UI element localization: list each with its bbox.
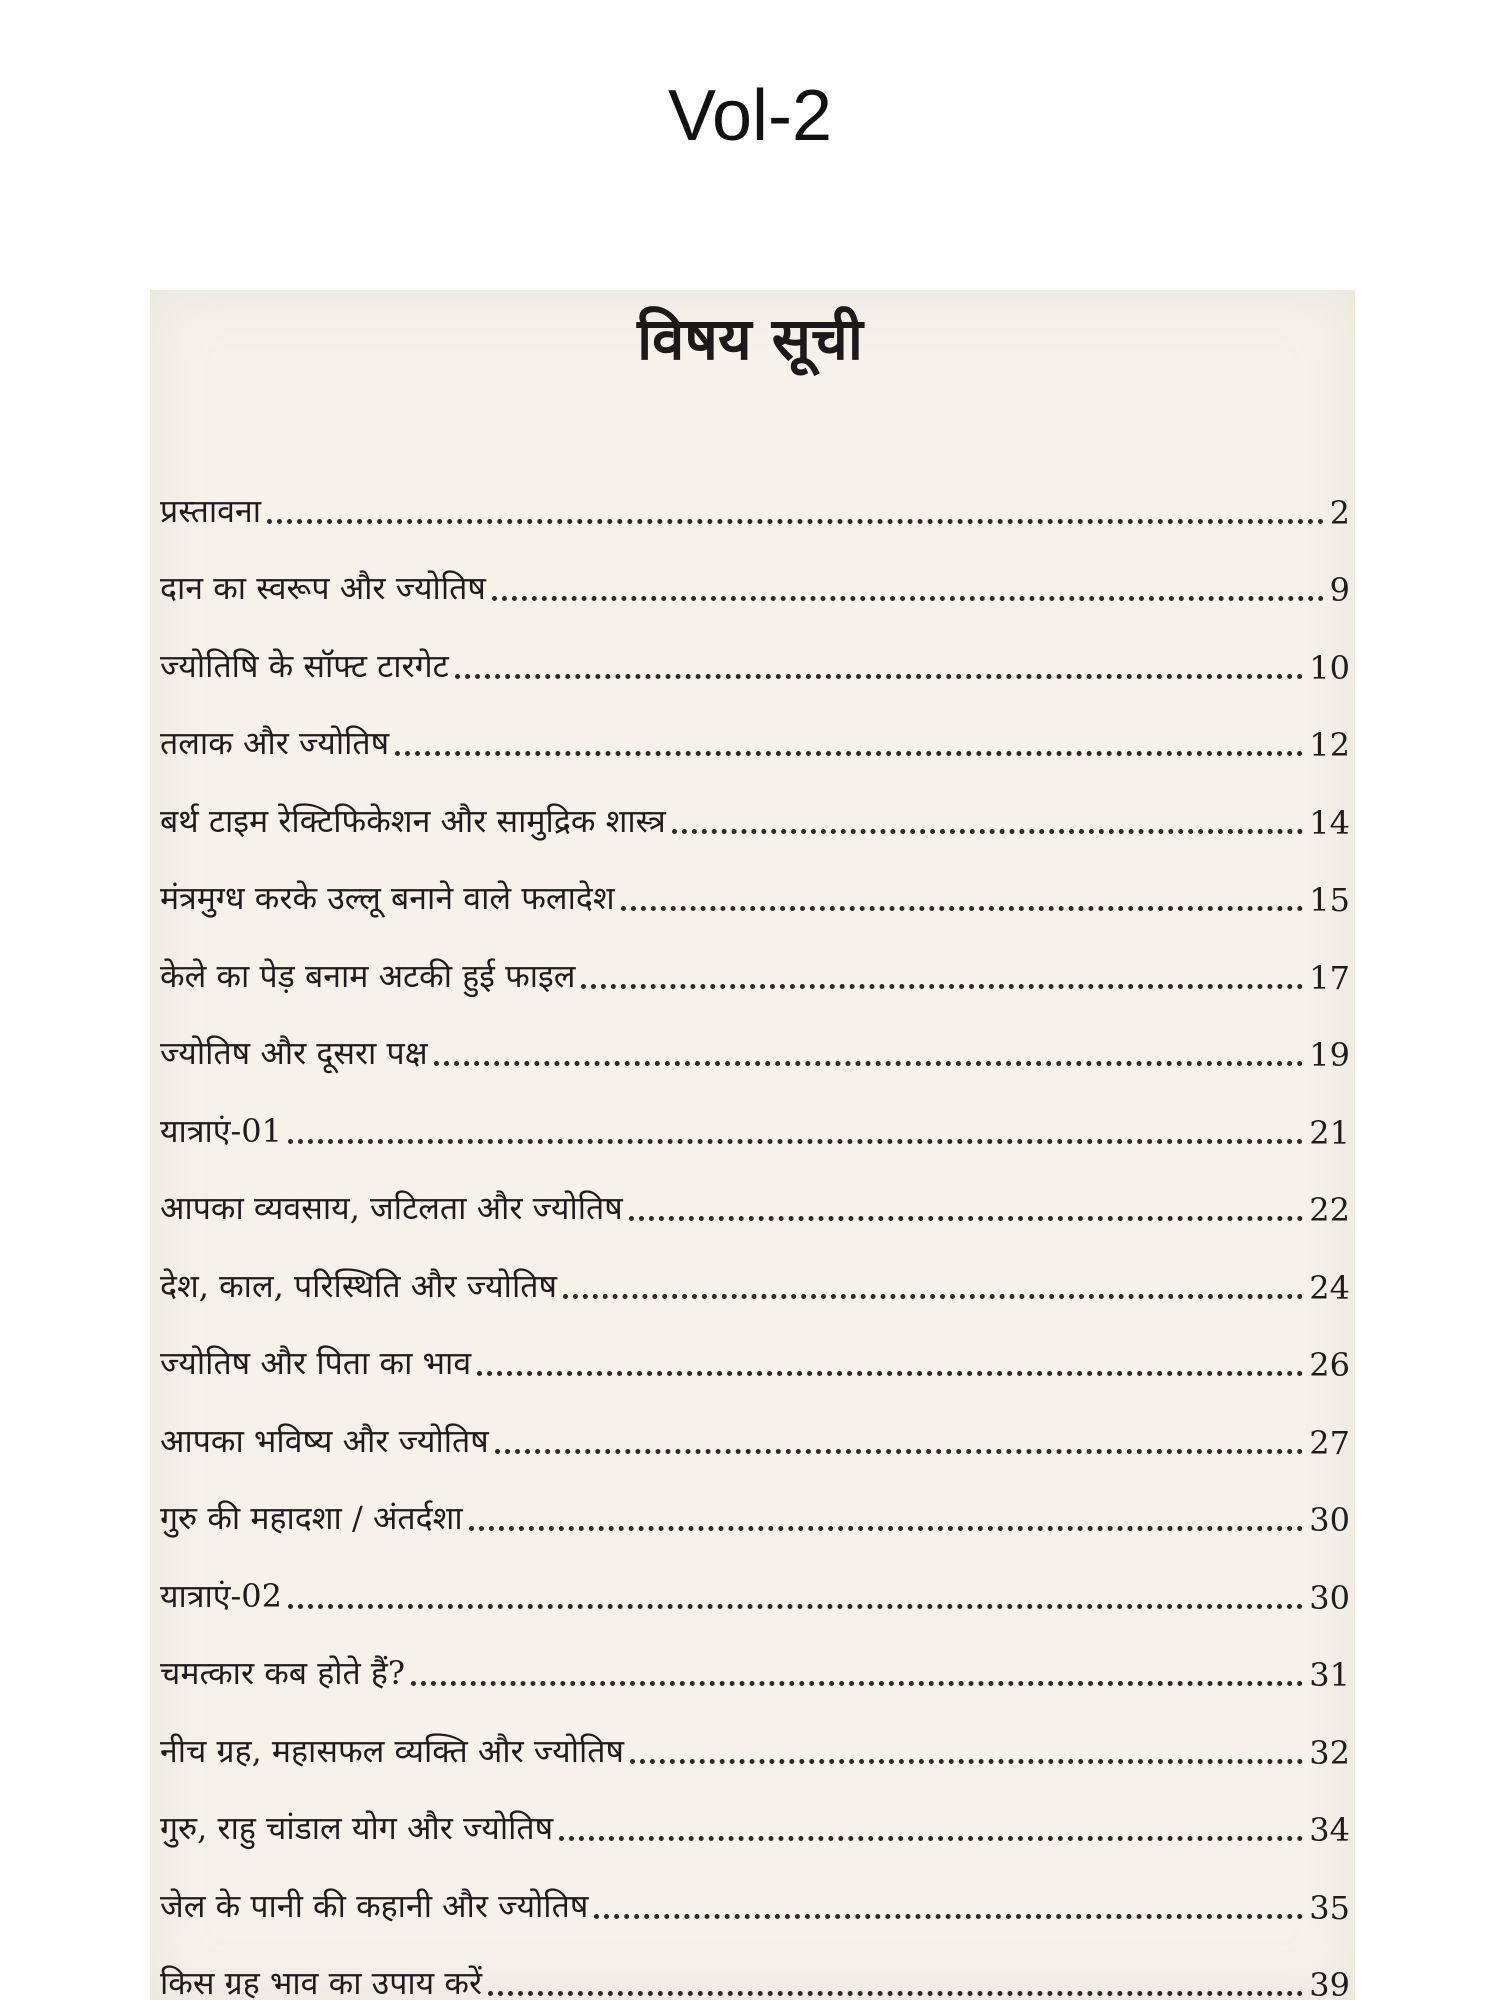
- dot-leader: [594, 1914, 1303, 1919]
- toc-entry: [160, 1390, 1350, 1468]
- table-of-contents: [160, 460, 1350, 2000]
- toc-entry-title: आपका व्यवसाय, जटिलता और ज्योतिष: [160, 1189, 623, 1227]
- dot-leader: [559, 1836, 1303, 1841]
- toc-entry-page-number: 31: [1309, 1656, 1350, 1694]
- toc-entry-page-number: 2: [1329, 493, 1350, 532]
- toc-entry-page-number: 24: [1309, 1268, 1350, 1307]
- toc-heading: विषय सूची: [637, 305, 863, 373]
- dot-leader: [288, 1139, 1303, 1144]
- dot-leader: [469, 1526, 1304, 1531]
- toc-entry-title: नीच ग्रह, महासफल व्यक्ति और ज्योतिष: [160, 1731, 625, 1770]
- toc-entry-page-number: 12: [1309, 726, 1350, 764]
- toc-entry-title: तलाक और ज्योतिष: [160, 724, 390, 762]
- toc-entry-page-number: 34: [1309, 1811, 1350, 1849]
- toc-entry-title: ज्योतिष और दूसरा पक्ष: [160, 1034, 428, 1072]
- toc-entry-page-number: 19: [1309, 1036, 1350, 1074]
- toc-entry-title: जेल के पानी की कहानी और ज्योतिष: [160, 1886, 589, 1925]
- toc-entry-page-number: 10: [1309, 648, 1350, 687]
- toc-entry: [160, 1623, 1350, 1701]
- toc-entry-title: मंत्रमुग्ध करके उल्लू बनाने वाले फलादेश: [160, 879, 615, 917]
- toc-entry-title: प्रस्तावना: [160, 491, 262, 530]
- dot-leader: [455, 674, 1303, 679]
- toc-entry: [160, 1468, 1350, 1546]
- toc-entry: [160, 1235, 1350, 1313]
- toc-entry-title: आपका भविष्य और ज्योतिष: [160, 1421, 489, 1460]
- dot-leader: [288, 1604, 1303, 1609]
- toc-entry: [160, 693, 1350, 771]
- toc-entry: [160, 1933, 1350, 2000]
- toc-entry-page-number: 9: [1329, 571, 1350, 609]
- toc-entry: [160, 460, 1350, 538]
- dot-leader: [621, 906, 1304, 911]
- volume-label: Vol-2: [667, 76, 833, 156]
- toc-entry-page-number: 14: [1309, 803, 1350, 842]
- dot-leader: [581, 984, 1303, 989]
- toc-entry-page-number: 32: [1309, 1733, 1350, 1772]
- toc-entry-page-number: 22: [1309, 1191, 1350, 1229]
- dot-leader: [477, 1371, 1303, 1376]
- dot-leader: [434, 1061, 1304, 1066]
- toc-entry: [160, 1003, 1350, 1081]
- dot-leader: [411, 1681, 1303, 1686]
- dot-leader: [267, 519, 1324, 524]
- toc-entry-page-number: 21: [1309, 1113, 1350, 1152]
- toc-entry-title: गुरु, राहु चांडाल योग और ज्योतिष: [160, 1809, 554, 1847]
- toc-entry-page-number: 39: [1309, 1966, 1350, 2000]
- toc-entry-title: किस ग्रह भाव का उपाय करें: [160, 1964, 483, 2000]
- dot-leader: [492, 596, 1324, 601]
- toc-entry-title: गुरु की महादशा / अंतर्दशा: [160, 1499, 463, 1537]
- toc-entry: [160, 1778, 1350, 1856]
- toc-entry-page-number: 35: [1309, 1888, 1350, 1927]
- toc-entry-page-number: 27: [1309, 1423, 1350, 1462]
- toc-entry-title: देश, काल, परिस्थिति और ज्योतिष: [160, 1266, 557, 1305]
- dot-leader: [488, 1991, 1303, 1996]
- toc-entry: [160, 848, 1350, 926]
- toc-entry-title: चमत्कार कब होते हैं?: [160, 1654, 406, 1692]
- toc-entry-page-number: 15: [1309, 881, 1350, 919]
- dot-leader: [563, 1294, 1303, 1299]
- toc-entry: [160, 1080, 1350, 1158]
- toc-entry-page-number: 26: [1309, 1346, 1350, 1384]
- toc-entry: [160, 1700, 1350, 1778]
- dot-leader: [395, 751, 1303, 756]
- toc-entry: [160, 925, 1350, 1003]
- toc-entry: [160, 1855, 1350, 1933]
- toc-entry: [160, 1158, 1350, 1236]
- toc-entry-page-number: 30: [1309, 1501, 1350, 1539]
- toc-entry: [160, 1313, 1350, 1391]
- toc-entry-page-number: 17: [1309, 958, 1350, 997]
- toc-entry: [160, 615, 1350, 693]
- toc-entry: [160, 1545, 1350, 1623]
- toc-entry-title: केले का पेड़ बनाम अटकी हुई फाइल: [160, 956, 576, 995]
- toc-entry-title: बर्थ टाइम रेक्टिफिकेशन और सामुद्रिक शास्त्र: [160, 801, 666, 840]
- toc-entry-title: दान का स्वरूप और ज्योतिष: [160, 569, 486, 607]
- toc-entry: [160, 538, 1350, 616]
- toc-entry-title: ज्योतिष और पिता का भाव: [160, 1344, 472, 1382]
- toc-entry-title: यात्राएं-01: [160, 1111, 283, 1150]
- dot-leader: [672, 829, 1304, 834]
- toc-entry-title: ज्योतिषि के सॉफ्ट टारगेट: [160, 646, 449, 685]
- toc-entry: [160, 770, 1350, 848]
- dot-leader: [630, 1759, 1303, 1764]
- toc-entry-page-number: 30: [1309, 1578, 1350, 1617]
- dot-leader: [495, 1449, 1304, 1454]
- toc-entry-title: यात्राएं-02: [160, 1576, 283, 1615]
- dot-leader: [629, 1216, 1304, 1221]
